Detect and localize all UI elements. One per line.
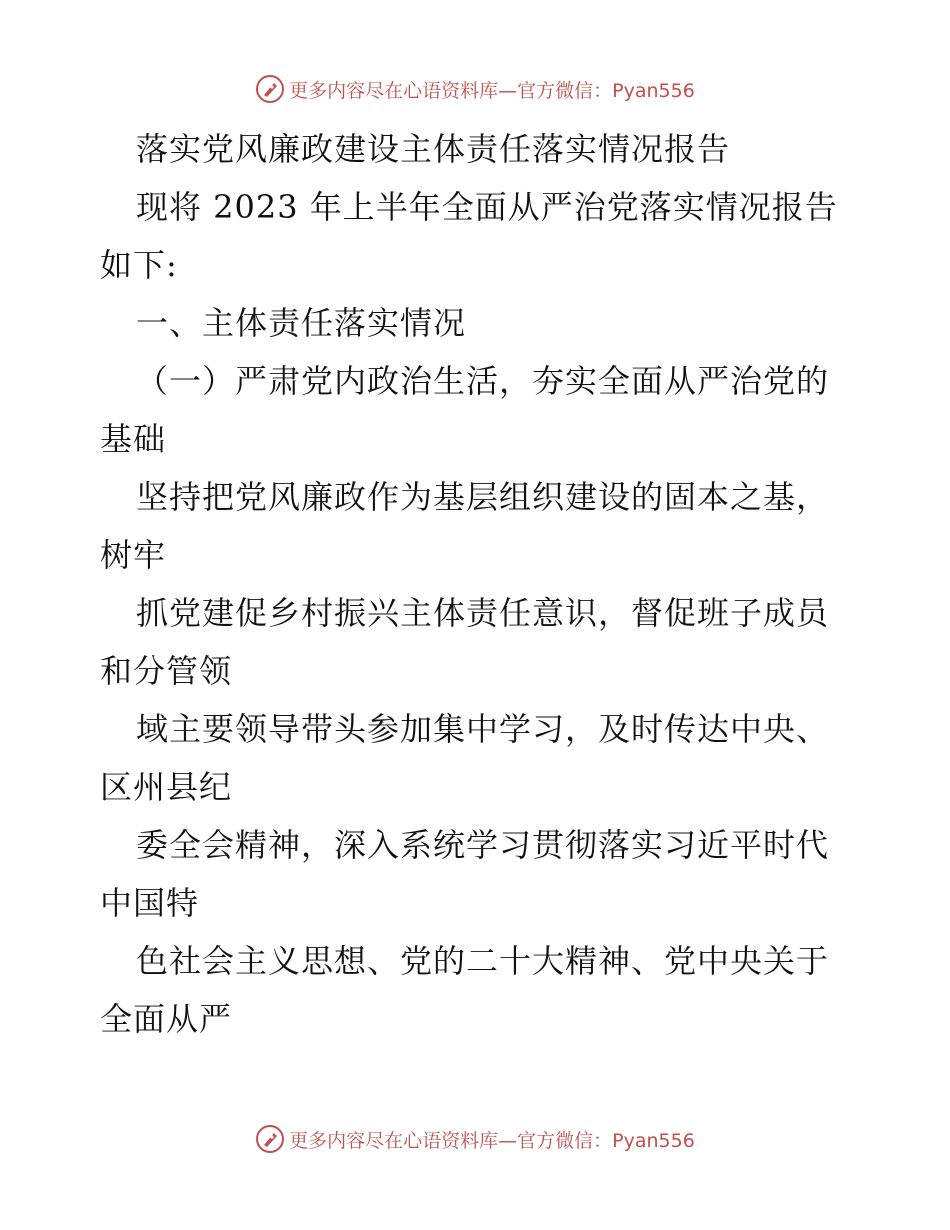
paragraph-line: 如下: <box>100 246 178 284</box>
paragraph-line: 和分管领 <box>100 652 233 690</box>
paragraph-line: 现将 2023 年上半年全面从严治党落实情况报告 <box>136 188 838 226</box>
pen-nib-logo-icon <box>255 74 285 104</box>
paragraph-line: 坚持把党风廉政作为基层组织建设的固本之基， <box>136 478 830 516</box>
header-watermark <box>0 74 950 104</box>
paragraph-line: 基础 <box>100 420 167 458</box>
paragraph-line: 树牢 <box>100 536 167 574</box>
watermark-text: 更多内容尽在心语资料库—官方微信：Pyan556 <box>289 79 695 102</box>
paragraph-line: 区州县纪 <box>100 768 233 806</box>
watermark-text: 更多内容尽在心语资料库—官方微信：Pyan556 <box>289 1129 695 1152</box>
paragraph-line: 色社会主义思想、党的二十大精神、党中央关于 <box>136 942 830 980</box>
document-body <box>100 120 860 1048</box>
paragraph-line: 抓党建促乡村振兴主体责任意识，督促班子成员 <box>136 594 830 632</box>
paragraph-line: 委全会精神，深入系统学习贯彻落实习近平时代 <box>136 826 830 864</box>
pen-nib-logo-icon <box>255 1124 285 1154</box>
section-heading: 一、主体责任落实情况 <box>136 304 467 342</box>
paragraph-line: 域主要领导带头参加集中学习，及时传达中央、 <box>136 710 830 748</box>
paragraph-line: 全面从严 <box>100 1000 233 1038</box>
footer-watermark <box>0 1124 950 1154</box>
subsection-heading: （一）严肃党内政治生活，夯实全面从严治党的 <box>136 362 830 400</box>
paragraph-line: 中国特 <box>100 884 200 922</box>
document-title: 落实党风廉政建设主体责任落实情况报告 <box>136 130 731 168</box>
